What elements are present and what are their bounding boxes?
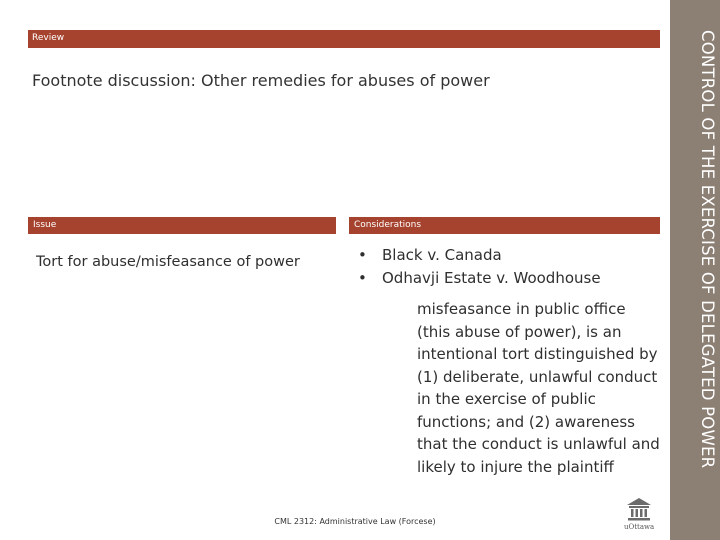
considerations-detail: misfeasance in public office (this abuse of power), is an intentional tort distinguished by (1) deliberate, unlawful conduct in the exercise of public functions; and (2) awareness that the conduct is unlawful and likely to injure the plaintiff <box>417 300 660 476</box>
considerations-header: Considerations <box>349 217 660 234</box>
considerations-list <box>356 244 666 289</box>
list-item: • Black v. Canada <box>356 244 666 267</box>
university-logo <box>624 496 654 532</box>
logo-wordmark: uOttawa <box>624 523 655 531</box>
side-title: CONTROL OF THE EXERCISE OF DELEGATED POWER <box>698 30 717 469</box>
slide-heading: Footnote discussion: Other remedies for abuses of power <box>32 71 490 90</box>
issue-text: Tort for abuse/misfeasance of power <box>36 254 300 270</box>
building-icon <box>624 496 654 522</box>
list-item: • Odhavji Estate v. Woodhouse <box>356 267 666 290</box>
issue-header: Issue <box>28 217 336 234</box>
footer-course: CML 2312: Administrative Law (Forcese) <box>274 517 436 526</box>
section-label-bar: Review <box>28 30 660 48</box>
